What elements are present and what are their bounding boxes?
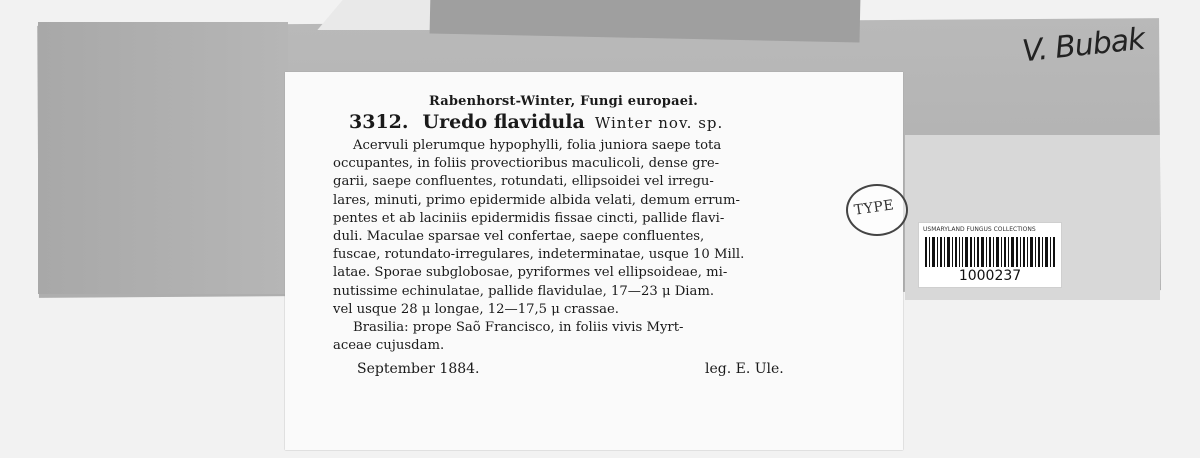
species-heading [305, 111, 850, 133]
type-stamp-text: TYPE [853, 197, 896, 219]
collection-date: September 1884. [357, 361, 480, 378]
description-line: garii, saepe confluentes, rotundati, ellipsoidei vel irregu- [333, 174, 714, 190]
collector-name: leg. E. Ule. [705, 361, 784, 378]
species-name: Uredo flavidula [422, 111, 585, 133]
species-author: Winter nov. sp. [594, 114, 724, 132]
species-description [333, 137, 850, 355]
handwritten-signature: V. Bubak [1020, 21, 1147, 70]
printed-specimen-label [285, 72, 903, 450]
locality-line: Brasilia: prope Saõ Francisco, in foliis vivis Myrt- [353, 320, 684, 336]
exsiccata-number: 3312. [349, 111, 409, 133]
series-title: Rabenhorst-Winter, Fungi europaei. [428, 94, 699, 109]
type-stamp [846, 184, 908, 236]
description-line: vel usque 28 μ longae, 12—17,5 μ crassae. [333, 301, 619, 317]
locality-line: aceae cujusdam. [333, 338, 445, 354]
description-line: pentes et ab laciniis epidermidis fissae cincti, pallide flavi- [333, 210, 725, 226]
description-line: occupantes, in foliis provectioribus maculicoli, dense gre- [333, 156, 720, 172]
description-line: Acervuli plerumque hypophylli, folia juniora saepe tota [353, 138, 722, 153]
description-line: latae. Sporae subglobosae, pyriformes vel ellipsoideae, mi- [333, 265, 728, 281]
description-line: nutissime echinulatae, pallide flavidulae, 17—23 μ Diam. [333, 283, 715, 299]
barcode-label [918, 222, 1062, 288]
barcode-icon [925, 237, 1055, 267]
description-line: fuscae, rotundato-irregulares, indeterminatae, usque 10 Mill. [333, 247, 745, 263]
label-footer [357, 361, 850, 383]
barcode-number: 1000237 [958, 268, 1022, 284]
description-line: duli. Maculae sparsae vel confertae, saepe confluentes, [333, 229, 705, 245]
barcode-header: USMARYLAND FUNGUS COLLECTIONS [923, 226, 1036, 233]
description-line: lares, minuti, primo epidermide albida velati, demum errum- [333, 192, 741, 208]
folded-paper-left-panel [38, 22, 288, 294]
